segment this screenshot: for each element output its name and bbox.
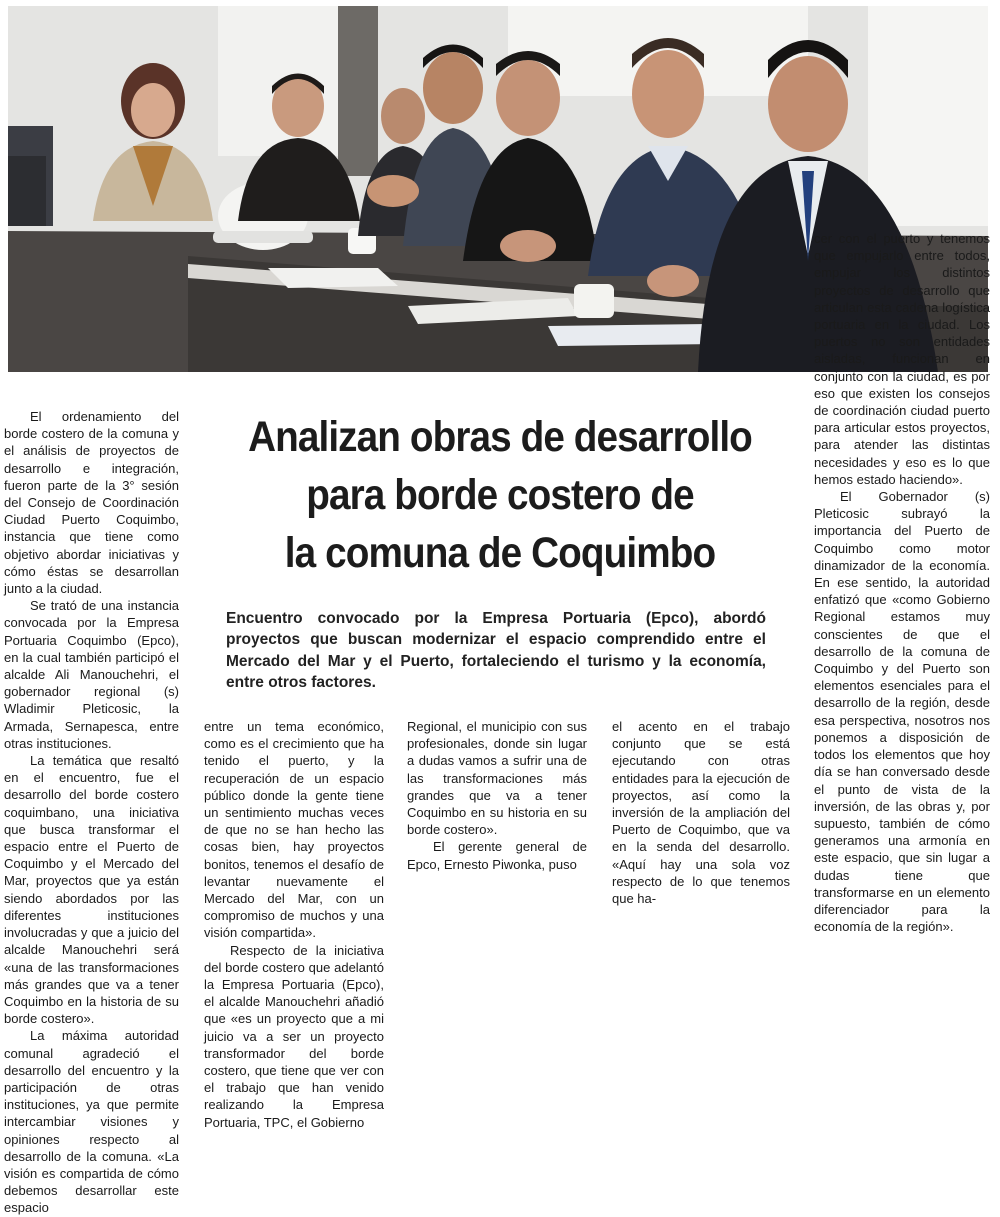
body-column-3 xyxy=(407,718,587,873)
body-column-5 xyxy=(814,230,990,935)
lead-paragraph: Encuentro convocado por la Empresa Portuaria (Epco), abordó proyectos que buscan modernizar el espacio comprendido entre el Mercado del Mar y el Puerto, fortaleciendo el turismo y la economía, entre otros factores. xyxy=(226,610,766,691)
body-column-1 xyxy=(4,408,179,1217)
headline-line: para borde costero de xyxy=(306,471,694,519)
body-paragraph: El Gobernador (s) Pleticosic subrayó la importancia del Puerto de Coquimbo como motor dinamizador de la economía. En ese sentido, la autoridad enfatizó que «como Gobierno Regional estamos muy conscientes de que el desarrollo de la comuna de Coquimbo y del Puerto son elementos esenciales para el desarrollo de la región, desde esa perspectiva, nosotros nos ponemos a disposición de todos los elementos que hoy día se han conversado desde el punto de vista de la inversión, de las obras y, por supuesto, también de cómo generamos una armonía en este espacio, que sin lugar a dudas tiene que transformarse en un elemento diferenciador para la economía de la región». xyxy=(814,489,990,935)
headline-line: la comuna de Coquimbo xyxy=(284,529,716,577)
body-paragraph: el acento en el trabajo conjunto que se está ejecutando con otras entidades para la ejecución de proyectos, así como la inversión de la ampliación del Puerto de Coquimbo, que va en la senda del desarrollo. «Aquí hay una sola voz respecto de lo que tenemos que ha- xyxy=(612,719,790,907)
headline-line: Analizan obras de desarrollo xyxy=(248,413,752,461)
body-paragraph: El gerente general de Epco, Ernesto Piwonka, puso xyxy=(407,839,587,872)
body-paragraph: entre un tema económico, como es el crecimiento que ha tenido el puerto, y la recuperación de un espacio público donde la gente tiene un sentimiento muchas veces de que no se han hecho las cosas bien, hay proyectos bonitos, tenemos el desafío de levantar nuevamente el Mercado del Mar, con un compromiso de muchos y una visión compartida». xyxy=(204,719,384,941)
body-paragraph: Regional, el municipio con sus profesionales, donde sin lugar a dudas vamos a sufrir una de las transformaciones más grandes que va a tener Coquimbo en su historia en su borde costero». xyxy=(407,719,587,838)
body-paragraph: cer con el puerto y tenemos que empujarlo entre todos, empujar los distintos proyectos de desarrollo que articulan esta cadena logística portuaria en la ciudad. Los puertos no son entidades aisladas, funcionan en conjunto con la ciudad, es por eso que existen los consejos de coordinación ciudad puerto para articular estos proyectos, para atender las distintas necesidades y eso es lo que hemos estado haciendo». xyxy=(814,231,990,487)
body-paragraph: La temática que resaltó en el encuentro, fue el desarrollo del borde costero coquimbano, una iniciativa que busca transformar el espacio entre el Puerto de Coquimbo y el Mercado del Mar, proyectos que ya están siendo abordados por las diferentes instituciones involucradas y que a juicio del alcalde Manouchehri será «una de las transformaciones más grandes que va a tener Coquimbo en la historia de su borde costero». xyxy=(4,753,179,1027)
body-paragraph: El ordenamiento del borde costero de la comuna y el análisis de proyectos de desarrollo e integración, fueron parte de la 3° sesión del Consejo de Coordinación Ciudad Puerto Coquimbo, instancia que tiene como objetivo abordar iniciativas y cómo éstas se desarrollan junto a la ciudad. xyxy=(4,409,179,597)
headline xyxy=(239,408,761,582)
body-paragraph: La máxima autoridad comunal agradeció el desarrollo del encuentro y la participación de otras instituciones, ya que permite intercambiar visiones y opiniones respecto al desarrollo de la comuna. «La visión es compartida de cómo debemos desarrollar este espacio xyxy=(4,1028,179,1216)
body-paragraph: Se trató de una instancia convocada por la Empresa Portuaria Coquimbo (Epco), en la cual también participó el alcalde Ali Manouchehri, el gobernador regional (s) Wladimir Pleticosic, la Armada, Sernapesca, entre otras instituciones. xyxy=(4,598,179,751)
body-paragraph: Respecto de la iniciativa del borde costero que adelantó la Empresa Portuaria (Epco), el alcalde Manouchehri añadió que «es un proyecto que a mi juicio va a ser un proyecto transformador del borde costero, que tiene que ver con el trabajo que han venido realizando la Empresa Portuaria, TPC, el Gobierno xyxy=(204,942,384,1130)
body-column-4 xyxy=(612,718,790,907)
body-column-2 xyxy=(204,718,384,1131)
